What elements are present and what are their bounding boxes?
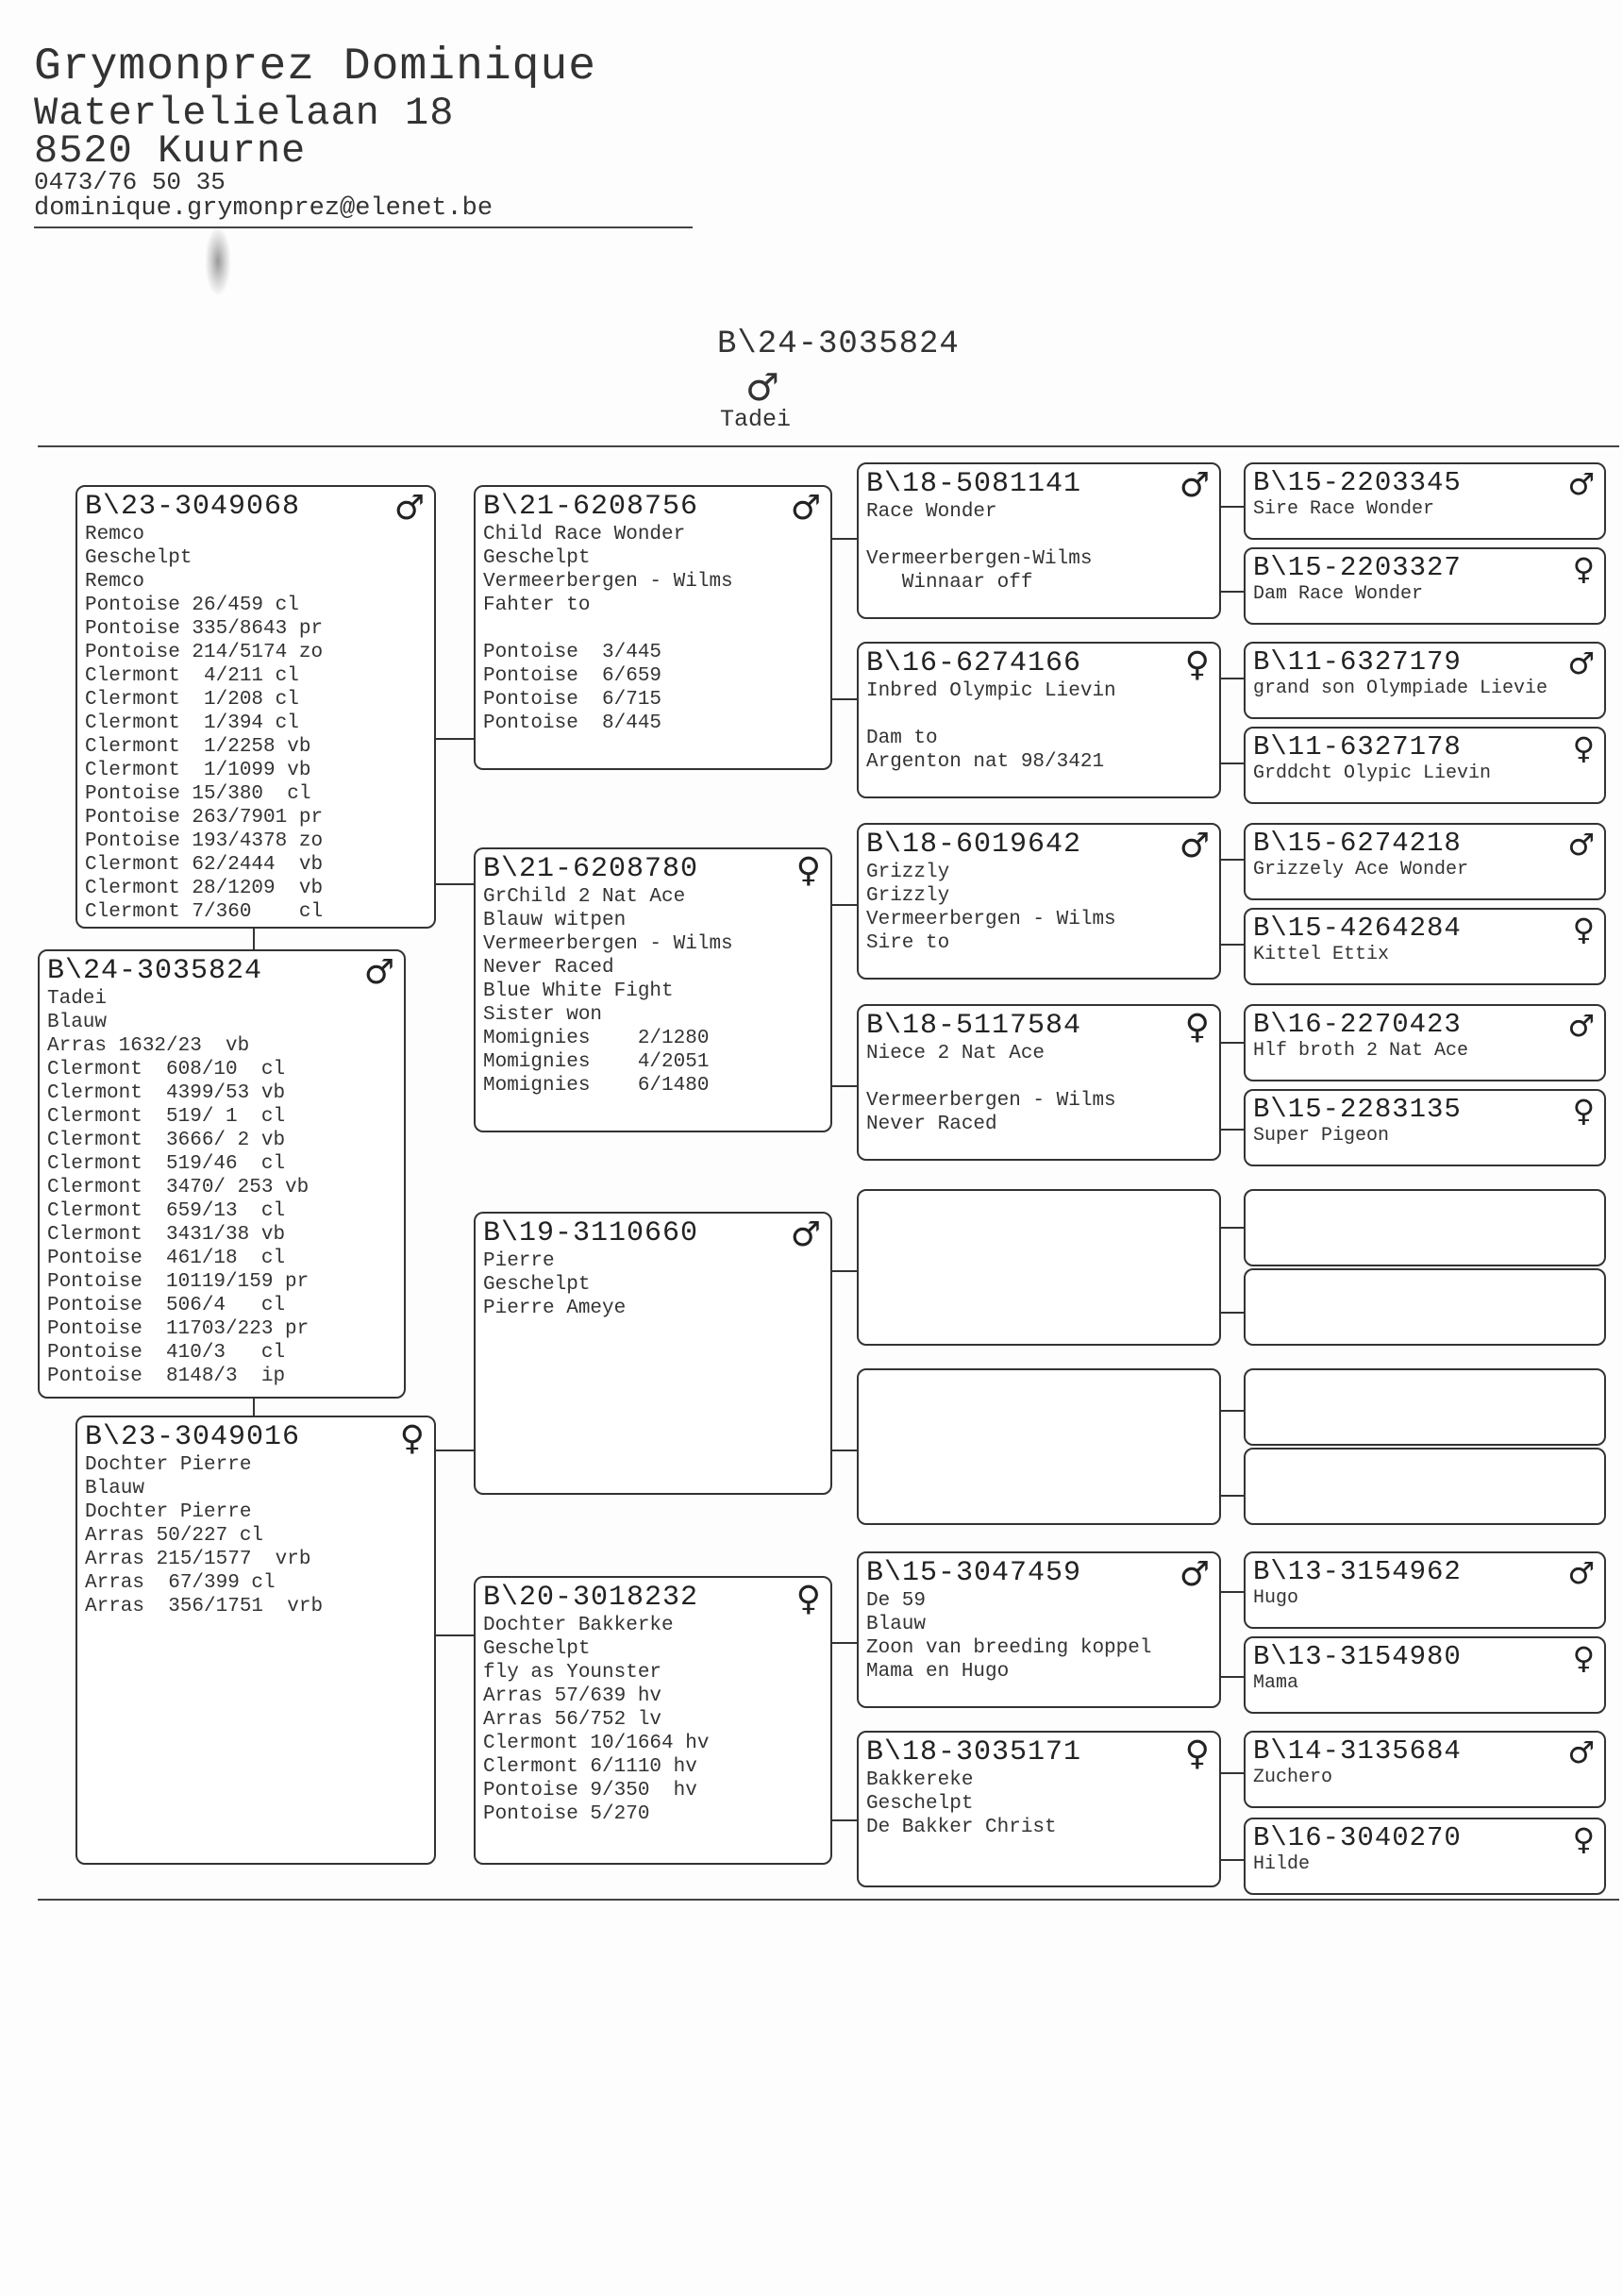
pigeon-detail-line: Tadei [47, 988, 108, 1010]
pigeon-detail-line: Vermeerbergen - Wilms [483, 571, 733, 593]
female-symbol-icon: ♀ [1572, 551, 1595, 587]
pigeon-detail-line: grand son Olympiade Lievie [1253, 678, 1548, 699]
male-symbol-icon: ♂ [393, 489, 425, 528]
pigeon-detail-line: Clermont 4399/53 vb [47, 1082, 286, 1104]
subject-name: Tadei [720, 406, 792, 433]
pedigree-box-sire-dam [474, 847, 832, 1132]
pigeon-detail-line: Child Race Wonder [483, 524, 686, 545]
ring-number: B\15-2283135 [1253, 1094, 1462, 1125]
pigeon-detail-line: Pierre Ameye [483, 1298, 627, 1319]
pigeon-detail-line: Clermont 6/1110 hv [483, 1756, 697, 1778]
breeder-street: Waterlelielaan 18 [34, 91, 455, 136]
pigeon-detail-line [483, 617, 823, 641]
pigeon-detail-line: Vermeerbergen - Wilms [483, 933, 733, 955]
male-symbol-icon: ♂ [363, 953, 394, 992]
pigeon-detail-line: Clermont 3431/38 vb [47, 1224, 286, 1246]
breeder-email: dominique.grymonprez@elenet.be [34, 194, 494, 223]
ring-number: B\14-3135684 [1253, 1735, 1462, 1767]
pigeon-detail-line: Geschelpt [866, 1793, 974, 1815]
connector [1219, 1042, 1244, 1044]
pigeon-detail-line: Geschelpt [85, 547, 192, 569]
pedigree-box-g4-7 [1244, 1004, 1606, 1081]
pigeon-detail-line: Clermont 62/2444 vb [85, 854, 324, 876]
pigeon-detail-line: Sister won [483, 1004, 603, 1026]
pigeon-detail-line: Arras 1632/23 vb [47, 1035, 250, 1057]
pedigree-box-g4-10-empty [1244, 1268, 1606, 1346]
male-symbol-icon: ♂ [1567, 645, 1595, 681]
pigeon-detail-line: De Bakker Christ [866, 1817, 1057, 1838]
pedigree-box-g3-8 [857, 1731, 1221, 1887]
pigeon-detail-line: Momignies 6/1480 [483, 1075, 710, 1097]
pigeon-detail-line: Fahter to [483, 595, 591, 616]
pedigree-box-g3-6-empty [857, 1368, 1221, 1525]
ring-number: B\15-3047459 [866, 1557, 1082, 1589]
pigeon-detail-line: Pontoise 8148/3 ip [47, 1366, 286, 1387]
pigeon-detail-line: Pontoise 335/8643 pr [85, 618, 324, 640]
pigeon-detail-line: Momignies 2/1280 [483, 1028, 710, 1049]
female-symbol-icon: ♀ [1184, 645, 1210, 684]
pedigree-box-g3-3 [857, 823, 1221, 980]
pigeon-detail-line: Pontoise 6/715 [483, 689, 662, 711]
pigeon-detail-line: Pontoise 8/445 [483, 712, 662, 734]
pigeon-detail-line: Mama en Hugo [866, 1661, 1010, 1683]
pigeon-detail-line: Pierre [483, 1250, 555, 1272]
pigeon-detail-line: Clermont 1/2258 vb [85, 736, 311, 758]
pigeon-detail-line: Pontoise 410/3 cl [47, 1342, 286, 1364]
connector [828, 1270, 857, 1272]
connector [1219, 763, 1244, 764]
pigeon-detail-line: Kittel Ettix [1253, 944, 1390, 965]
pigeon-detail-line [866, 703, 1212, 727]
pigeon-detail-line: Clermont 10/1664 hv [483, 1733, 710, 1754]
breeder-name: Grymonprez Dominique [34, 42, 597, 92]
pigeon-detail-line: GrChild 2 Nat Ace [483, 886, 686, 908]
pigeon-detail-line: Never Raced [483, 957, 614, 979]
connector [436, 1450, 474, 1451]
pigeon-detail-line: Clermont 3666/ 2 vb [47, 1130, 286, 1151]
pedigree-box-g4-4 [1244, 727, 1606, 804]
connector [1219, 1495, 1244, 1497]
scan-smudge [206, 228, 230, 294]
pedigree-box-g4-16 [1244, 1818, 1606, 1895]
connector [1219, 1591, 1244, 1593]
pigeon-detail-line [866, 524, 1212, 547]
pigeon-detail-line: Niece 2 Nat Ace [866, 1043, 1046, 1064]
pigeon-detail-line: Clermont 519/46 cl [47, 1153, 286, 1175]
pigeon-detail-line: Sire Race Wonder [1253, 498, 1435, 520]
pigeon-detail-line: Dochter Pierre [85, 1501, 252, 1523]
pigeon-detail-line: Pontoise 5/270 [483, 1803, 650, 1825]
pigeon-detail-line: Clermont 1/394 cl [85, 712, 299, 734]
pedigree-box-g4-1 [1244, 462, 1606, 540]
pigeon-detail-line: Argenton nat 98/3421 [866, 751, 1105, 773]
connector [828, 1642, 857, 1644]
female-symbol-icon: ♀ [795, 1580, 821, 1618]
pigeon-detail-line: Clermont 7/360 cl [85, 901, 324, 923]
pigeon-detail-line: De 59 [866, 1590, 927, 1612]
connector [1219, 1312, 1244, 1314]
pigeon-detail-line: Clermont 28/1209 vb [85, 878, 324, 899]
ring-number: B\15-2203345 [1253, 467, 1462, 498]
pigeon-detail-line: Vermeerbergen - Wilms [866, 1090, 1116, 1112]
pigeon-detail-line: Super Pigeon [1253, 1125, 1390, 1147]
pedigree-box-sire-sire [474, 485, 832, 770]
top-divider [38, 445, 1619, 447]
pigeon-detail-line: Dochter Bakkerke [483, 1615, 674, 1636]
pigeon-detail-line: Winnaar off [866, 572, 1033, 594]
connector [1219, 1772, 1244, 1774]
male-symbol-icon: ♂ [1179, 466, 1210, 505]
connector [432, 738, 474, 740]
pedigree-box-g4-12-empty [1244, 1448, 1606, 1525]
pedigree-box-g3-7 [857, 1551, 1221, 1708]
pigeon-detail-line: Dam Race Wonder [1253, 583, 1424, 605]
pigeon-detail-line: Hilde [1253, 1853, 1311, 1875]
ring-number: B\21-6208756 [483, 491, 699, 523]
female-symbol-icon: ♀ [1184, 1008, 1210, 1047]
male-symbol-icon: ♂ [1179, 1555, 1210, 1594]
pigeon-detail-line: Race Wonder [866, 501, 997, 523]
ring-number: B\11-6327178 [1253, 731, 1462, 763]
connector [1219, 1410, 1244, 1412]
pedigree-box-g4-11-empty [1244, 1368, 1606, 1446]
male-symbol-icon: ♂ [1567, 1555, 1595, 1591]
ring-number: B\13-3154962 [1253, 1556, 1462, 1587]
pigeon-detail-line: Blauw witpen [483, 910, 627, 931]
pigeon-detail-line: Geschelpt [483, 1274, 591, 1296]
pigeon-detail-line: Clermont 3470/ 253 vb [47, 1177, 310, 1198]
female-symbol-icon: ♀ [1572, 912, 1595, 947]
ring-number: B\15-2203327 [1253, 552, 1462, 583]
connector [1219, 506, 1244, 508]
pedigree-box-g4-8 [1244, 1089, 1606, 1166]
pigeon-detail-line: Grizzely Ace Wonder [1253, 859, 1469, 880]
pigeon-detail-line: Dochter Pierre [85, 1454, 252, 1476]
connector [828, 1819, 857, 1821]
pigeon-detail-line: Blauw [47, 1012, 108, 1033]
ring-number: B\15-4264284 [1253, 913, 1462, 944]
pigeon-detail-line: Clermont 1/208 cl [85, 689, 299, 711]
ring-number: B\16-3040270 [1253, 1822, 1462, 1853]
male-symbol-icon: ♂ [790, 1215, 821, 1254]
pigeon-detail-line: Arras 356/1751 vrb [85, 1596, 324, 1617]
pigeon-detail-line: Clermont 608/10 cl [47, 1059, 286, 1081]
pedigree-box-sire [75, 485, 436, 929]
connector [1219, 1859, 1244, 1861]
pigeon-detail-line: Pontoise 214/5174 zo [85, 642, 324, 663]
pedigree-box-g4-14 [1244, 1636, 1606, 1714]
pedigree-box-dam-dam [474, 1576, 832, 1865]
connector [436, 1634, 474, 1636]
female-symbol-icon: ♀ [1572, 1640, 1595, 1676]
pigeon-detail-line: Pontoise 26/459 cl [85, 595, 299, 616]
male-symbol-icon: ♂ [1567, 827, 1595, 863]
pedigree-box-g4-9-empty [1244, 1189, 1606, 1266]
pigeon-detail-line: Grizzly [866, 885, 950, 907]
male-symbol-icon: ♂ [790, 489, 821, 528]
pedigree-box-g3-4 [857, 1004, 1221, 1161]
pigeon-detail-line: Arras 50/227 cl [85, 1525, 264, 1547]
pedigree-box-dam-sire [474, 1212, 832, 1495]
pigeon-detail-line: Blauw [866, 1614, 927, 1635]
pigeon-detail-line: Pontoise 3/445 [483, 642, 662, 663]
pigeon-detail-line: Grizzly [866, 862, 950, 883]
ring-number: B\24-3035824 [47, 955, 263, 987]
breeder-phone: 0473/76 50 35 [34, 168, 226, 196]
ring-number: B\20-3018232 [483, 1582, 699, 1614]
pigeon-detail-line: Momignies 4/2051 [483, 1051, 710, 1073]
pigeon-detail-line: Blue White Fight [483, 980, 674, 1002]
pigeon-detail-line: Sire to [866, 932, 950, 954]
pigeon-detail-line: Clermont 4/211 cl [85, 665, 299, 687]
bottom-divider [38, 1899, 1619, 1901]
pigeon-detail-line: Dam to [866, 728, 938, 749]
pedigree-box-g4-15 [1244, 1731, 1606, 1808]
pigeon-detail-line: Vermeerbergen - Wilms [866, 909, 1116, 930]
ring-number: B\18-6019642 [866, 829, 1082, 861]
pigeon-detail-line: Arras 215/1577 vrb [85, 1549, 311, 1570]
female-symbol-icon: ♀ [1572, 1093, 1595, 1129]
pigeon-detail-line: Vermeerbergen-Wilms [866, 548, 1093, 570]
pigeon-detail-line: fly as Younster [483, 1662, 662, 1684]
female-symbol-icon: ♀ [795, 851, 821, 890]
pigeon-detail-line: Pontoise 11703/223 pr [47, 1318, 310, 1340]
connector [1219, 678, 1244, 679]
male-symbol-icon: ♂ [1567, 1008, 1595, 1044]
connector [1219, 591, 1244, 593]
female-symbol-icon: ♀ [1184, 1735, 1210, 1773]
pigeon-detail-line: Pontoise 506/4 cl [47, 1295, 286, 1316]
pigeon-detail-line: Pontoise 263/7901 pr [85, 807, 324, 829]
pigeon-detail-line: Pontoise 6/659 [483, 665, 662, 687]
female-symbol-icon: ♀ [1572, 730, 1595, 766]
male-symbol-icon: ♂ [1567, 466, 1595, 502]
pigeon-detail-line: Clermont 1/1099 vb [85, 760, 311, 781]
pigeon-detail-line: Blauw [85, 1478, 145, 1500]
ring-number: B\11-6327179 [1253, 646, 1462, 678]
pigeon-detail-line: Remco [85, 524, 145, 545]
pigeon-detail-line: Clermont 659/13 cl [47, 1200, 286, 1222]
pigeon-detail-line: Arras 67/399 cl [85, 1572, 276, 1594]
pigeon-detail-line: Remco [85, 571, 145, 593]
male-symbol-icon: ♂ [1179, 827, 1210, 865]
pigeon-detail-line: Never Raced [866, 1114, 997, 1135]
connector [1219, 1227, 1244, 1229]
ring-number: B\23-3049068 [85, 491, 301, 523]
connector [1219, 859, 1244, 861]
connector [432, 883, 474, 885]
male-symbol-icon: ♂ [745, 366, 779, 410]
pedigree-box-g3-2 [857, 642, 1221, 798]
pedigree-box-dam [75, 1416, 436, 1865]
pigeon-detail-line: Hlf broth 2 Nat Ace [1253, 1040, 1469, 1062]
pigeon-detail-line: Inbred Olympic Lievin [866, 680, 1116, 702]
connector [828, 698, 857, 700]
pigeon-detail-line: Grddcht Olypic Lievin [1253, 763, 1492, 784]
pigeon-detail-line: Hugo [1253, 1587, 1299, 1609]
breeder-city: 8520 Kuurne [34, 128, 307, 174]
female-symbol-icon: ♀ [399, 1419, 425, 1458]
ring-number: B\18-5081141 [866, 468, 1082, 500]
pedigree-box-g3-1 [857, 462, 1221, 619]
ring-number: B\23-3049016 [85, 1421, 301, 1453]
pigeon-detail-line: Zoon van breeding koppel [866, 1637, 1152, 1659]
pedigree-box-g3-5-empty [857, 1189, 1221, 1346]
connector [1219, 1129, 1244, 1131]
subject-ring-number: B\24-3035824 [717, 327, 960, 362]
connector [828, 904, 857, 906]
pedigree-box-g4-3 [1244, 642, 1606, 719]
pedigree-box-subject [38, 949, 406, 1399]
ring-number: B\18-5117584 [866, 1010, 1082, 1042]
pigeon-detail-line: Zuchero [1253, 1767, 1333, 1788]
pedigree-box-g4-13 [1244, 1551, 1606, 1629]
pigeon-detail-line: Mama [1253, 1672, 1299, 1694]
pigeon-detail-line: Geschelpt [483, 547, 591, 569]
pedigree-box-g4-6 [1244, 908, 1606, 985]
pigeon-detail-line: Geschelpt [483, 1638, 591, 1660]
pigeon-detail-line: Arras 57/639 hv [483, 1685, 662, 1707]
female-symbol-icon: ♀ [1572, 1821, 1595, 1857]
pigeon-detail-line [866, 1065, 1212, 1089]
connector [828, 538, 857, 540]
connector [828, 1085, 857, 1087]
pedigree-box-g4-2 [1244, 547, 1606, 625]
header-underline [34, 226, 693, 228]
ring-number: B\15-6274218 [1253, 828, 1462, 859]
pigeon-detail-line: Clermont 519/ 1 cl [47, 1106, 286, 1128]
connector [1219, 944, 1244, 946]
pigeon-detail-line: Pontoise 10119/159 pr [47, 1271, 310, 1293]
pigeon-detail-line: Pontoise 193/4378 zo [85, 830, 324, 852]
ring-number: B\16-6274166 [866, 647, 1082, 679]
pigeon-detail-line: Arras 56/752 lv [483, 1709, 662, 1731]
pedigree-box-g4-5 [1244, 823, 1606, 900]
connector [1219, 1676, 1244, 1678]
pigeon-detail-line: Pontoise 9/350 hv [483, 1780, 697, 1802]
pigeon-detail-line: Bakkereke [866, 1769, 974, 1791]
ring-number: B\16-2270423 [1253, 1009, 1462, 1040]
male-symbol-icon: ♂ [1567, 1735, 1595, 1770]
connector [828, 1450, 857, 1451]
ring-number: B\13-3154980 [1253, 1641, 1462, 1672]
ring-number: B\21-6208780 [483, 853, 699, 885]
pigeon-detail-line: Pontoise 15/380 cl [85, 783, 311, 805]
ring-number: B\19-3110660 [483, 1217, 699, 1249]
pigeon-detail-line: Pontoise 461/18 cl [47, 1248, 286, 1269]
ring-number: B\18-3035171 [866, 1736, 1082, 1768]
